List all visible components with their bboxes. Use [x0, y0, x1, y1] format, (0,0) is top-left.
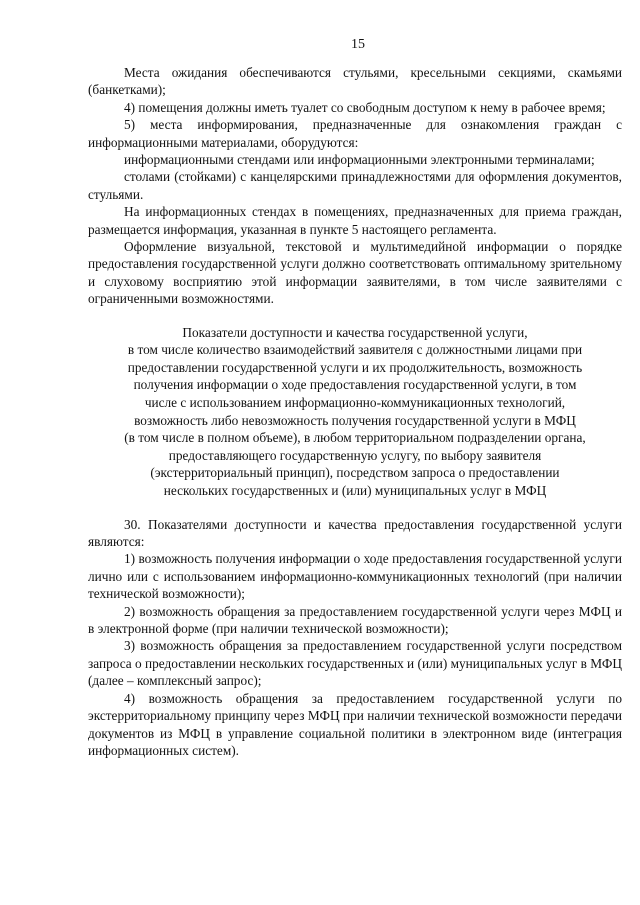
heading-line: предоставлении государственной услуги и их продолжительность, возможность	[127, 359, 583, 375]
page-number: 15	[351, 37, 365, 52]
document-page	[88, 36, 622, 759]
list-item-indicator-2: 2) возможность обращения за предоставлением государственной услуги через МФЦ и в электронной форме (при наличии технической возможности);	[88, 603, 622, 637]
list-item-indicator-1: 1) возможность получения информации о ходе предоставления государственной услуги лично или с использованием информационно-коммуникационных технологий (при наличии технической возможности);	[88, 551, 622, 602]
paragraph-info-places: 5) места информирования, предназначенные для ознакомления граждан с информационными материалами, оборудуются:	[88, 117, 622, 150]
section-indicators	[88, 516, 622, 760]
heading-line: (в том числе в полном объеме), в любом территориальном подразделении органа,	[124, 430, 586, 446]
heading-line: в том числе количество взаимодействий заявителя с должностными лицами при	[127, 342, 583, 358]
section-heading	[88, 324, 622, 500]
paragraph-waiting-places: Места ожидания обеспечиваются стульями, кресельными секциями, скамьями (банкетками);	[88, 65, 622, 98]
paragraph-tables: столами (стойками) с канцелярскими принадлежностями для оформления документов, стульями.	[88, 169, 622, 202]
list-item-indicator-3: 3) возможность обращения за предоставлением государственной услуги посредством запроса о предоставлении нескольких государственных и (или) муниципальных услуг в МФЦ (далее – комплексный запрос);	[88, 638, 622, 689]
paragraph-indicators-intro: 30. Показателями доступности и качества предоставления государственной услуги являются:	[88, 516, 622, 550]
section-premises	[88, 64, 622, 308]
list-item-indicator-4: 4) возможность обращения за предоставлением государственной услуги по экстерриториальному принципу через МФЦ при наличии технической возможности передачи документов из МФЦ в управление социальной политики в электронном виде (интеграция информационных систем).	[88, 690, 622, 758]
heading-line: числе с использованием информационно-коммуникационных технологий,	[144, 395, 566, 411]
paragraph-design: Оформление визуальной, текстовой и мультимедийной информации о порядке предоставления государственной услуги должно соответствовать оптимальному зрительному и слуховому восприятию этой информации заявителями, в том числе заявителями с ограниченными возможностями.	[88, 239, 622, 307]
paragraph-toilet: 4) помещения должны иметь туалет со свободным доступом к нему в рабочее время;	[124, 99, 606, 115]
heading-line: предоставляющего государственную услугу, по выбору заявителя	[168, 447, 542, 463]
paragraph-stand-info: На информационных стендах в помещениях, предназначенных для приема граждан, размещается информация, указанная в пункте 5 настоящего регламента.	[88, 204, 622, 237]
heading-line: получения информации о ходе предоставления государственной услуги, в том	[133, 377, 577, 393]
heading-line: возможность либо невозможность получения государственной услуги в МФЦ	[134, 412, 576, 428]
heading-line: Показатели доступности и качества государственной услуги,	[182, 324, 528, 340]
heading-line: (экстерриториальный принцип), посредством запроса о предоставлении	[150, 465, 560, 481]
heading-line: нескольких государственных и (или) муниципальных услуг в МФЦ	[163, 483, 547, 499]
paragraph-info-stands: информационными стендами или информационными электронными терминалами;	[124, 152, 595, 168]
